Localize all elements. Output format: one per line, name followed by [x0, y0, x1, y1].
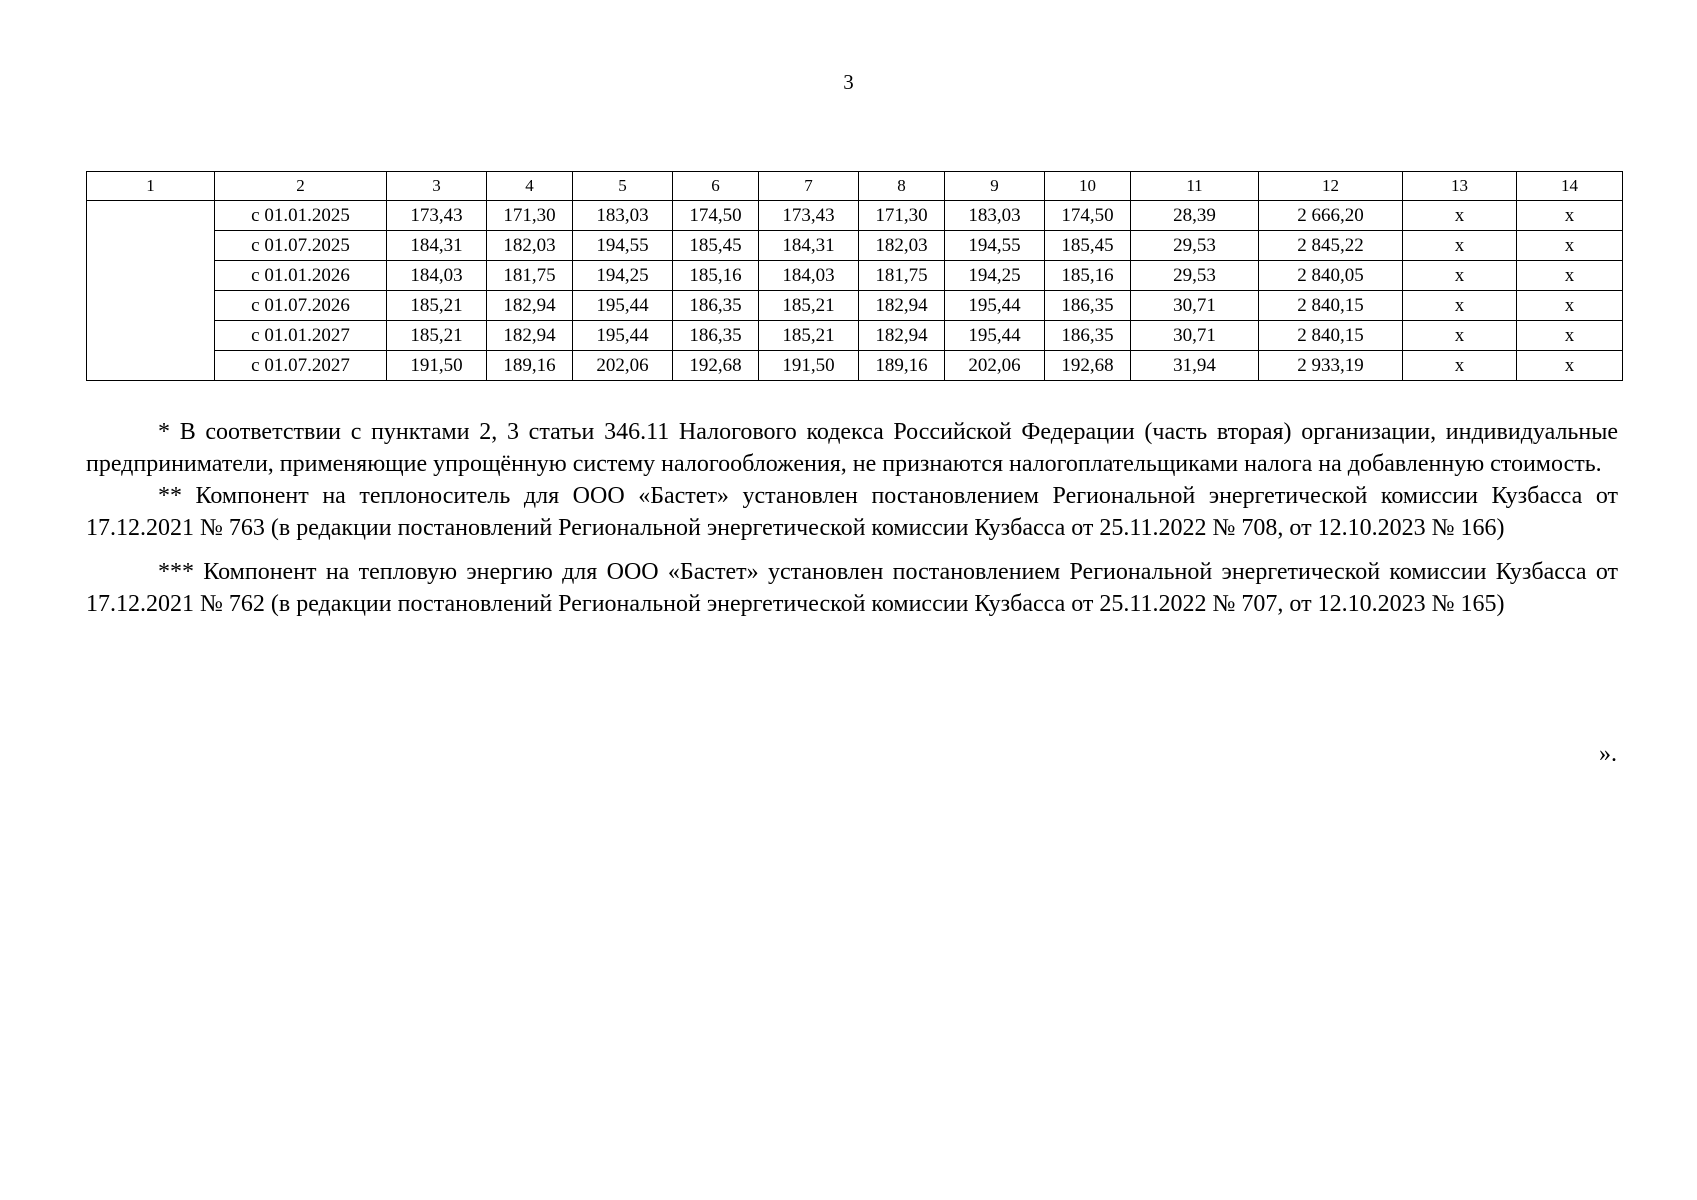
table-cell: 30,71	[1131, 321, 1259, 351]
table-cell-period: с 01.07.2027	[215, 351, 387, 381]
table-row	[87, 291, 1623, 321]
table-cell: х	[1517, 201, 1623, 231]
table-row	[87, 321, 1623, 351]
table-cell: 189,16	[859, 351, 945, 381]
table-cell: 185,16	[1045, 261, 1131, 291]
table-cell: 2 666,20	[1259, 201, 1403, 231]
table-cell: 30,71	[1131, 291, 1259, 321]
footnotes	[86, 416, 1618, 620]
table-cell: 174,50	[673, 201, 759, 231]
column-header: 6	[673, 172, 759, 201]
table-cell: 173,43	[387, 201, 487, 231]
table-row	[87, 351, 1623, 381]
table-cell: 192,68	[673, 351, 759, 381]
table-cell: 2 933,19	[1259, 351, 1403, 381]
table-cell: х	[1403, 321, 1517, 351]
table-cell: 185,21	[387, 321, 487, 351]
table-cell: 183,03	[573, 201, 673, 231]
table-cell: 182,94	[859, 291, 945, 321]
table-cell: 173,43	[759, 201, 859, 231]
table-cell: 195,44	[573, 321, 673, 351]
table-cell: 29,53	[1131, 261, 1259, 291]
table-cell: х	[1403, 201, 1517, 231]
column-header: 8	[859, 172, 945, 201]
table-cell-period: с 01.01.2025	[215, 201, 387, 231]
table-cell: 195,44	[945, 321, 1045, 351]
column-header: 4	[487, 172, 573, 201]
table-cell: х	[1403, 351, 1517, 381]
footnote-heat-energy: *** Компонент на тепловую энергию для ООО «Бастет» установлен постановлением Региональной энергетической комиссии Кузбасса от 17.12.2021 № 762 (в редакции постановлений Региональной энергетической комиссии Кузбасса от 25.11.2022 № 707, от 12.10.2023 № 165)	[86, 559, 1618, 617]
column-header: 3	[387, 172, 487, 201]
table-cell: 184,31	[759, 231, 859, 261]
column-header: 12	[1259, 172, 1403, 201]
column-header: 13	[1403, 172, 1517, 201]
column-header: 9	[945, 172, 1045, 201]
column-header: 7	[759, 172, 859, 201]
table-cell: 189,16	[487, 351, 573, 381]
footnote-heat-carrier: ** Компонент на теплоноситель для ООО «Бастет» установлен постановлением Региональной энергетической комиссии Кузбасса от 17.12.2021 № 763 (в редакции постановлений Региональной энергетической комиссии Кузбасса от 25.11.2022 № 708, от 12.10.2023 № 166)	[86, 483, 1618, 541]
column-header: 2	[215, 172, 387, 201]
table-cell: 182,94	[859, 321, 945, 351]
table-cell: 186,35	[673, 321, 759, 351]
table-cell: 202,06	[573, 351, 673, 381]
table-cell: х	[1517, 321, 1623, 351]
table-cell: 2 845,22	[1259, 231, 1403, 261]
table-cell: 202,06	[945, 351, 1045, 381]
closing-quote: ».	[1599, 741, 1617, 767]
table-cell: 2 840,15	[1259, 291, 1403, 321]
table-cell: 182,03	[859, 231, 945, 261]
table-cell: 191,50	[759, 351, 859, 381]
table-cell: х	[1403, 291, 1517, 321]
column-header: 10	[1045, 172, 1131, 201]
table-cell: 184,03	[759, 261, 859, 291]
table-cell: х	[1403, 231, 1517, 261]
table-cell: 29,53	[1131, 231, 1259, 261]
table-cell: 185,21	[759, 291, 859, 321]
table-cell: 186,35	[1045, 321, 1131, 351]
table-cell: 31,94	[1131, 351, 1259, 381]
table-cell-period: с 01.07.2025	[215, 231, 387, 261]
table-cell: 171,30	[487, 201, 573, 231]
table-cell: 174,50	[1045, 201, 1131, 231]
table-cell: 181,75	[487, 261, 573, 291]
table-row	[87, 201, 1623, 231]
table-cell: 183,03	[945, 201, 1045, 231]
table-cell: 182,03	[487, 231, 573, 261]
table-cell: 191,50	[387, 351, 487, 381]
table-cell-period: с 01.07.2026	[215, 291, 387, 321]
table-cell: 185,21	[759, 321, 859, 351]
table-cell: х	[1517, 231, 1623, 261]
table-cell: 194,25	[573, 261, 673, 291]
table-cell: 184,31	[387, 231, 487, 261]
tariff-table	[86, 171, 1623, 381]
table-cell-merged	[87, 201, 215, 381]
table-row	[87, 231, 1623, 261]
table-cell: х	[1403, 261, 1517, 291]
column-header: 5	[573, 172, 673, 201]
table-cell: 2 840,15	[1259, 321, 1403, 351]
table-cell-period: с 01.01.2027	[215, 321, 387, 351]
table-cell: 192,68	[1045, 351, 1131, 381]
column-header: 11	[1131, 172, 1259, 201]
table-header-row	[87, 172, 1623, 201]
table-cell-period: с 01.01.2026	[215, 261, 387, 291]
table-cell: 186,35	[673, 291, 759, 321]
table-cell: 195,44	[945, 291, 1045, 321]
table-cell: 171,30	[859, 201, 945, 231]
table-cell: 186,35	[1045, 291, 1131, 321]
table-cell: 182,94	[487, 291, 573, 321]
table-cell: 195,44	[573, 291, 673, 321]
table-cell: 185,21	[387, 291, 487, 321]
page-number: 3	[843, 70, 854, 94]
table-cell: 28,39	[1131, 201, 1259, 231]
table-cell: 184,03	[387, 261, 487, 291]
table-cell: 185,45	[1045, 231, 1131, 261]
table-cell: 181,75	[859, 261, 945, 291]
table-cell: 2 840,05	[1259, 261, 1403, 291]
table-cell: 182,94	[487, 321, 573, 351]
table-cell: 194,25	[945, 261, 1045, 291]
footnote-vat: * В соответствии с пунктами 2, 3 статьи 346.11 Налогового кодекса Российской Федерации (часть вторая) организации, индивидуальные предприниматели, применяющие упрощённую систему налогообложения, не признаются налогоплательщиками налога на добавленную стоимость.	[86, 419, 1618, 477]
table-cell: 194,55	[945, 231, 1045, 261]
table-cell: 185,16	[673, 261, 759, 291]
column-header: 14	[1517, 172, 1623, 201]
table-cell: 185,45	[673, 231, 759, 261]
table-cell: х	[1517, 351, 1623, 381]
column-header: 1	[87, 172, 215, 201]
table-cell: х	[1517, 261, 1623, 291]
table-row	[87, 261, 1623, 291]
table-cell: х	[1517, 291, 1623, 321]
table-cell: 194,55	[573, 231, 673, 261]
